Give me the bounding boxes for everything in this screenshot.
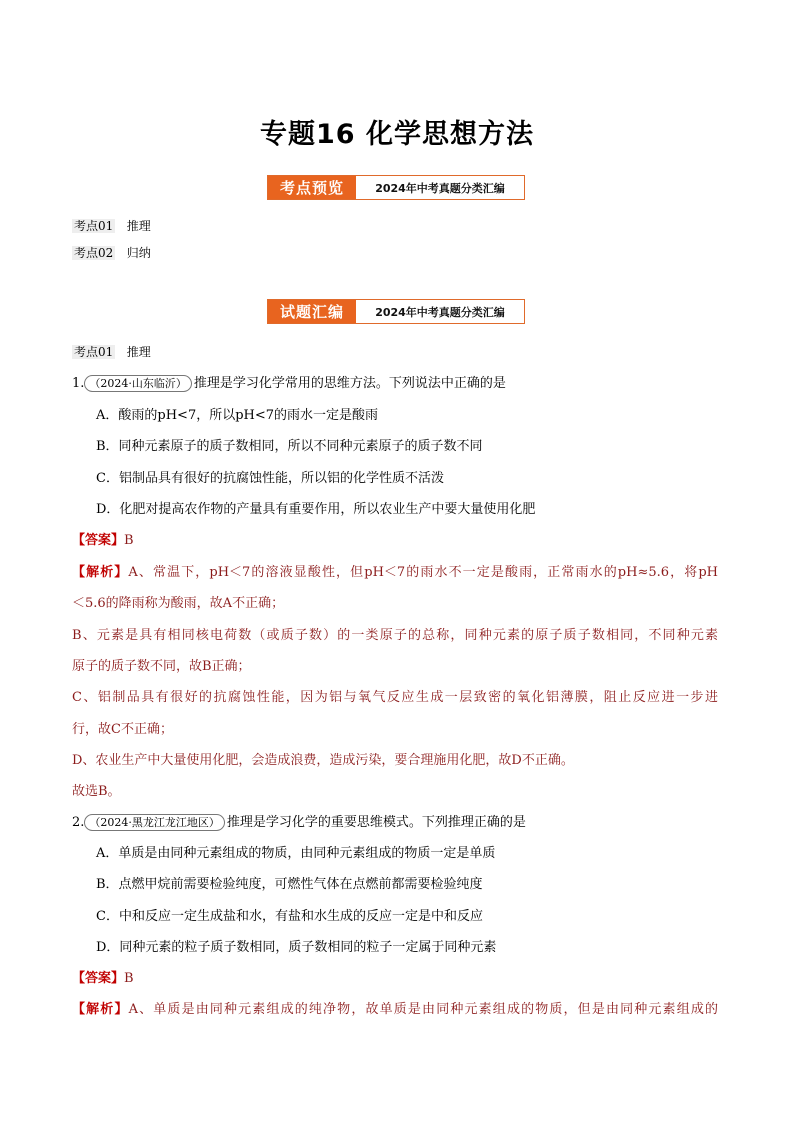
analysis-line: 行，故C不正确； [72, 722, 173, 737]
analysis-line: B、元素是具有相同核电荷数（或质子数）的一类原子的总称，同种元素的原子质子数相同，不同种元素 [72, 628, 718, 643]
analysis-label: 【解析】 [72, 565, 129, 580]
question-text: 推理是学习化学常用的思维方法。下列说法中正确的是 [193, 376, 506, 391]
question-number: 1. [72, 376, 85, 391]
exam-banner-tag: 试题汇编 [268, 300, 356, 323]
question-source: （2024·山东临沂） [84, 375, 192, 392]
analysis-line [72, 1001, 718, 1019]
preview-banner-subtitle: 2024年中考真题分类汇编 [375, 181, 505, 195]
topic-key: 考点02 [74, 246, 114, 260]
answer-value: B [124, 533, 134, 548]
analysis-line: ＜5.6的降雨称为酸雨，故A不正确； [72, 596, 285, 611]
answer-value: B [124, 971, 134, 986]
option-b: B．同种元素原子的质子数相同，所以不同种元素原子的质子数不同 [96, 439, 483, 454]
answer-label: 【答案】 [72, 533, 125, 548]
section-label: 推理 [126, 345, 151, 359]
analysis-label: 【解析】 [72, 1002, 129, 1017]
question-source: （2024·黑龙江龙江地区） [84, 814, 225, 831]
question-number: 2. [72, 815, 85, 830]
analysis-line: 原子的质子数不同，故B正确； [72, 659, 251, 674]
option-a: A．单质是由同种元素组成的物质，由同种元素组成的物质一定是单质 [96, 846, 496, 861]
topic-label: 推理 [126, 219, 151, 233]
preview-banner [267, 175, 525, 200]
question-text: 推理是学习化学的重要思维模式。下列推理正确的是 [226, 815, 526, 830]
option-b: B．点燃甲烷前需要检验纯度，可燃性气体在点燃前都需要检验纯度 [96, 877, 483, 892]
option-c: C．中和反应一定生成盐和水，有盐和水生成的反应一定是中和反应 [96, 909, 483, 924]
option-a: A．酸雨的pH<7，所以pH<7的雨水一定是酸雨 [96, 408, 379, 423]
analysis-text: A、单质是由同种元素组成的纯净物，故单质是由同种元素组成的物质，但是由同种元素组成的 [128, 1002, 718, 1017]
analysis-line: C、铝制品具有很好的抗腐蚀性能，因为铝与氧气反应生成一层致密的氧化铝薄膜，阻止反应进一步进 [72, 690, 718, 705]
analysis-line: D、农业生产中大量使用化肥，会造成浪费，造成污染，要合理施用化肥，故D不正确。 [72, 753, 574, 768]
page-title: 专题16 化学思想方法 [260, 119, 534, 150]
section-heading [72, 343, 151, 361]
topic-label: 归纳 [126, 246, 151, 260]
topic-key: 考点01 [74, 219, 114, 233]
answer-line [72, 970, 134, 988]
answer-label: 【答案】 [72, 971, 125, 986]
option-d: D．同种元素的粒子质子数相同，质子数相同的粒子一定属于同种元素 [96, 940, 497, 955]
topic-item [72, 244, 151, 262]
question-1-stem [72, 375, 506, 393]
topic-item [72, 217, 151, 235]
section-key: 考点01 [74, 345, 114, 359]
analysis-line [72, 564, 718, 582]
analysis-conclusion: 故选B。 [72, 784, 121, 799]
preview-banner-tag: 考点预览 [268, 176, 356, 199]
question-2-stem [72, 814, 526, 832]
option-c: C．铝制品具有很好的抗腐蚀性能，所以铝的化学性质不活泼 [96, 471, 444, 486]
option-d: D．化肥对提高农作物的产量具有重要作用，所以农业生产中要大量使用化肥 [96, 502, 536, 517]
exam-banner-subtitle: 2024年中考真题分类汇编 [375, 305, 505, 319]
answer-line [72, 532, 134, 550]
analysis-text: A、常温下，pH＜7的溶液显酸性，但pH＜7的雨水不一定是酸雨，正常雨水的pH≈5.6，将pH [128, 565, 718, 580]
exam-banner [267, 299, 525, 324]
